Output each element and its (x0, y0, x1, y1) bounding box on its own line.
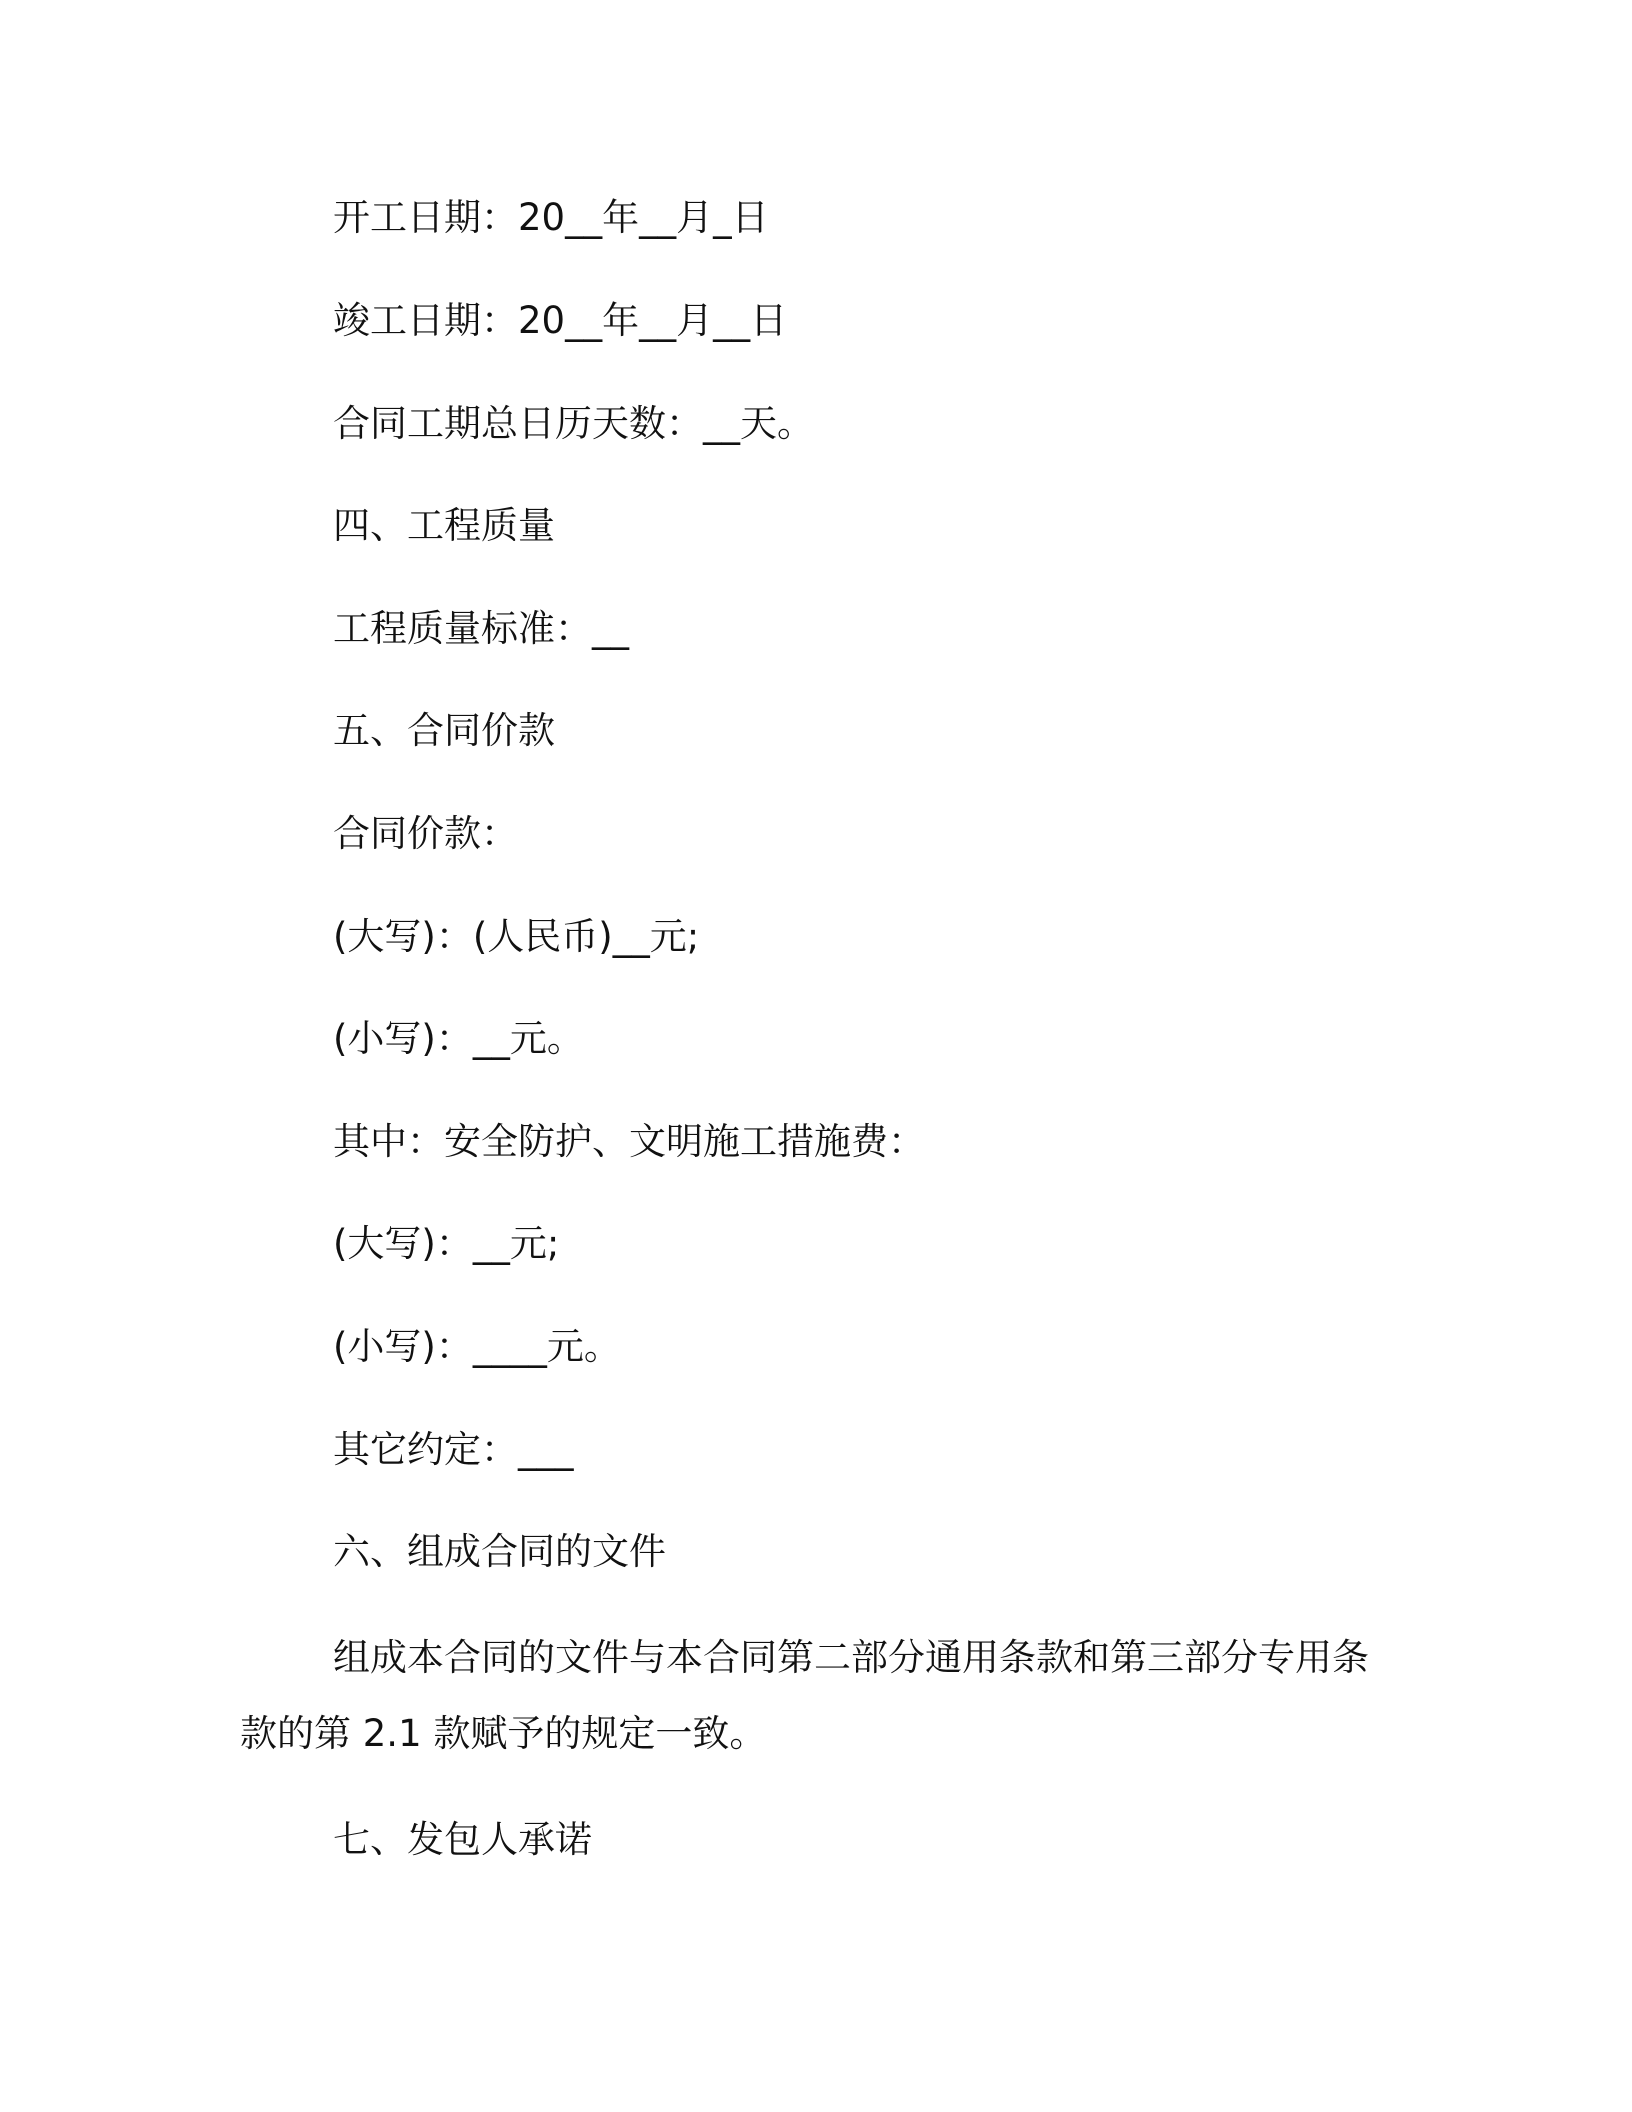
section-heading-employer-promise: 七、发包人承诺 (333, 1818, 592, 1861)
start-date-line: 开工日期：20__年__月_日 (333, 196, 769, 239)
other-agreement-line: 其它约定：___ (333, 1428, 574, 1471)
total-days-line: 合同工期总日历天数：__天。 (333, 402, 814, 445)
completion-date-line: 竣工日期：20__年__月__日 (333, 299, 788, 342)
section-heading-quality: 四、工程质量 (333, 504, 555, 547)
documents-paragraph: 组成本合同的文件与本合同第二部分通用条款和第三部分专用条款的第 2.1 款赋予的规定一致。 (240, 1636, 1369, 1755)
contract-price-label: 合同价款： (333, 812, 518, 855)
section-heading-documents: 六、组成合同的文件 (333, 1530, 666, 1573)
quality-standard-line: 工程质量标准：__ (333, 607, 629, 650)
price-lowercase-line: (小写)：__元。 (333, 1017, 584, 1060)
price-uppercase-line: (大写)：(人民币)__元; (333, 915, 700, 958)
section-heading-price: 五、合同价款 (333, 709, 555, 752)
safety-fee-label: 其中：安全防护、文明施工措施费： (333, 1120, 925, 1163)
safety-fee-lowercase-line: (小写)：____元。 (333, 1325, 621, 1368)
safety-fee-uppercase-line: (大写)：__元; (333, 1222, 560, 1265)
